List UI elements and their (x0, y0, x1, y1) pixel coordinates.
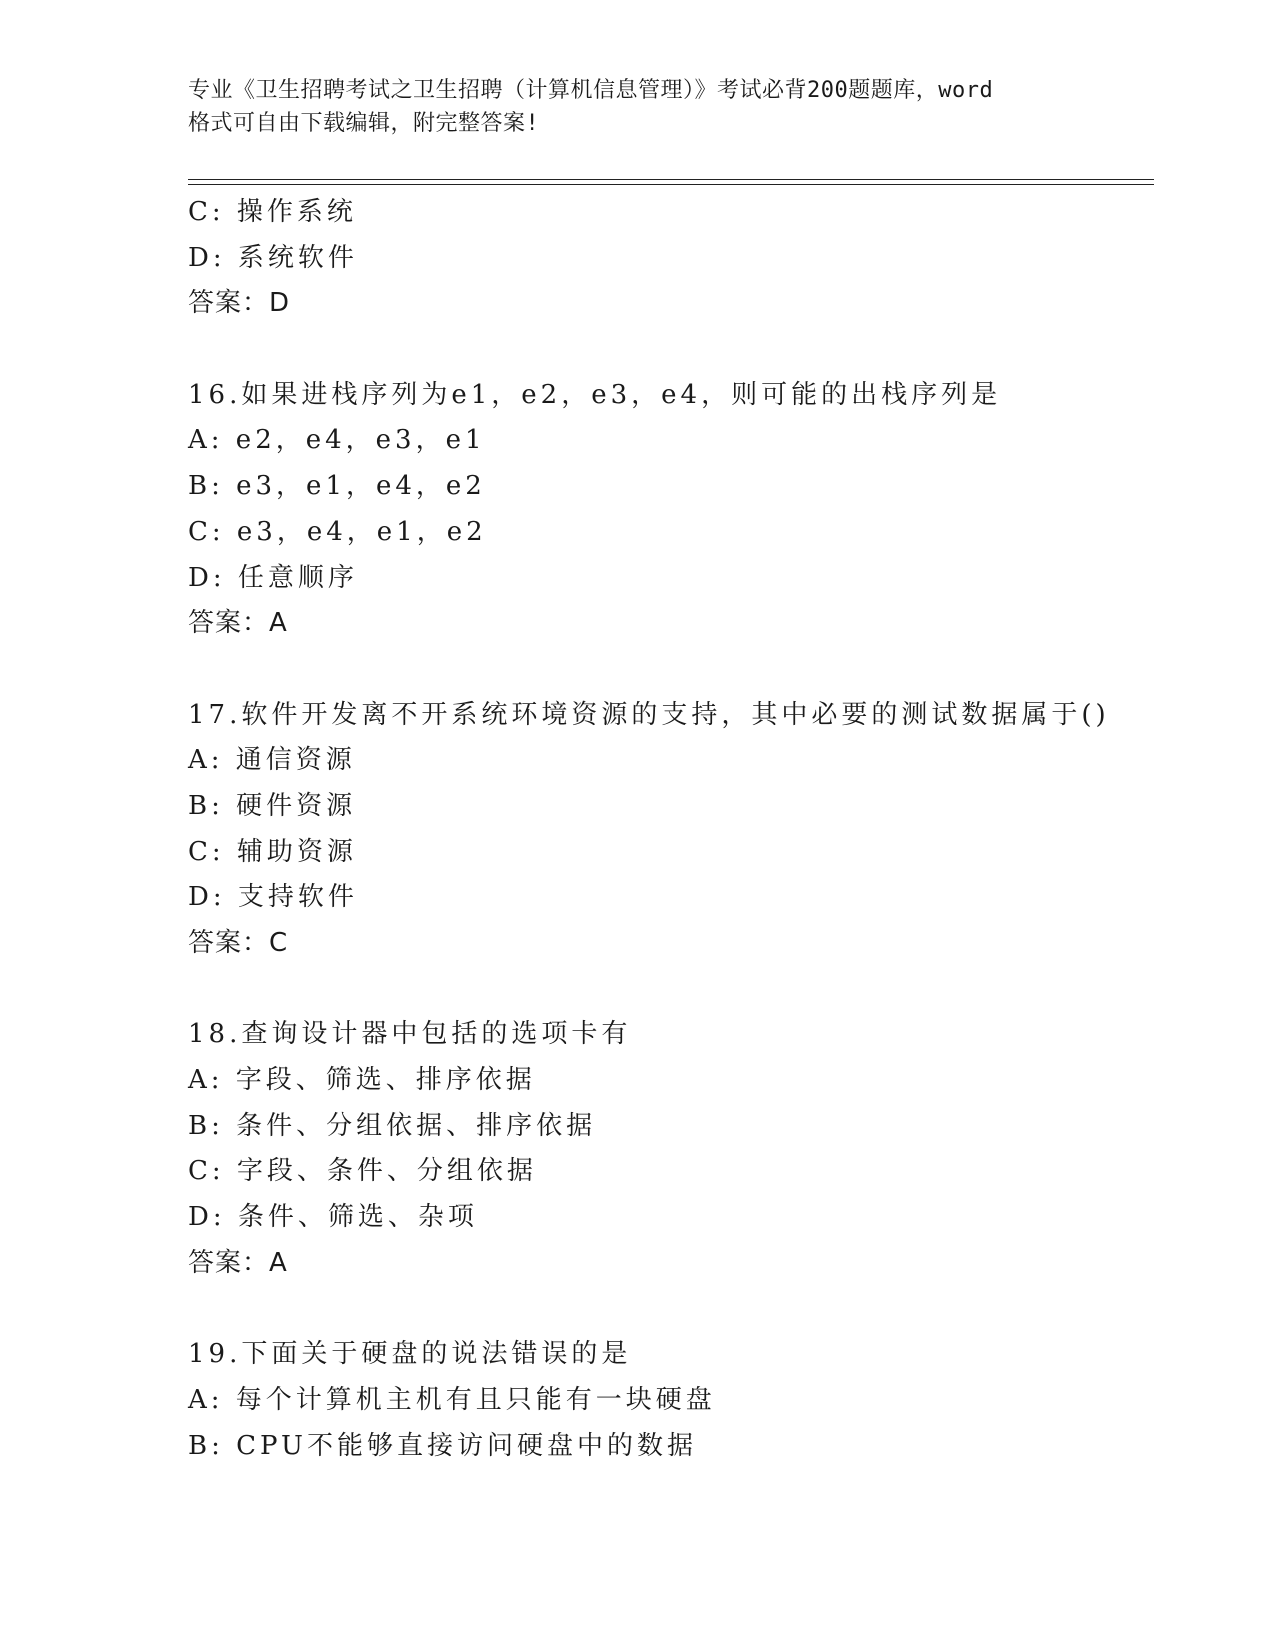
answer-line: 答案：D (188, 288, 291, 319)
header-line-2: 格式可自由下载编辑，附完整答案! (188, 111, 540, 136)
option-d: D: 条件、筛选、杂项 (188, 1202, 478, 1233)
option-a: A: 字段、筛选、排序依据 (188, 1065, 536, 1096)
answer-line: 答案：A (188, 608, 288, 639)
question-17 (188, 693, 1148, 967)
document-header (188, 74, 1088, 140)
option-b: B: 硬件资源 (188, 790, 357, 821)
option-d: D: 系统软件 (188, 242, 358, 273)
spacer (188, 327, 1148, 373)
option-b: B: 条件、分组依据、排序依据 (188, 1110, 597, 1141)
option-a: A: e2，e4，e3，e1 (188, 425, 486, 456)
header-line-1: 专业《卫生招聘考试之卫生招聘（计算机信息管理）》考试必背200题题库，word (188, 78, 994, 103)
spacer (188, 1287, 1148, 1333)
header-divider-top (188, 179, 1154, 180)
question-16 (188, 373, 1148, 647)
answer-line: 答案：A (188, 1247, 288, 1278)
question-19 (188, 1332, 1148, 1469)
spacer (188, 967, 1148, 1013)
option-d: D: 支持软件 (188, 882, 358, 913)
question-stem: 17.软件开发离不开系统环境资源的支持，其中必要的测试数据属于() (188, 699, 1110, 730)
option-a: A: 通信资源 (188, 745, 356, 776)
option-c: C: 辅助资源 (188, 836, 357, 867)
question-stem: 19.下面关于硬盘的说法错误的是 (188, 1339, 632, 1370)
question-18 (188, 1012, 1148, 1286)
header-divider-bottom (188, 184, 1154, 185)
option-c: C: e3，e4，e1，e2 (188, 516, 487, 547)
option-a: A: 每个计算机主机有且只能有一块硬盘 (188, 1384, 716, 1415)
answer-line: 答案：C (188, 928, 289, 958)
option-c: C: 操作系统 (188, 197, 357, 227)
option-b: B: e3，e1，e4，e2 (188, 471, 486, 502)
question-stem: 18.查询设计器中包括的选项卡有 (188, 1019, 632, 1050)
question-list (188, 190, 1148, 1469)
question-stem: 16.如果进栈序列为e1，e2，e3，e4，则可能的出栈序列是 (188, 379, 1002, 410)
option-d: D: 任意顺序 (188, 562, 358, 593)
option-b: B: CPU不能够直接访问硬盘中的数据 (188, 1430, 697, 1461)
option-c: C: 字段、条件、分组依据 (188, 1156, 537, 1187)
spacer (188, 647, 1148, 693)
